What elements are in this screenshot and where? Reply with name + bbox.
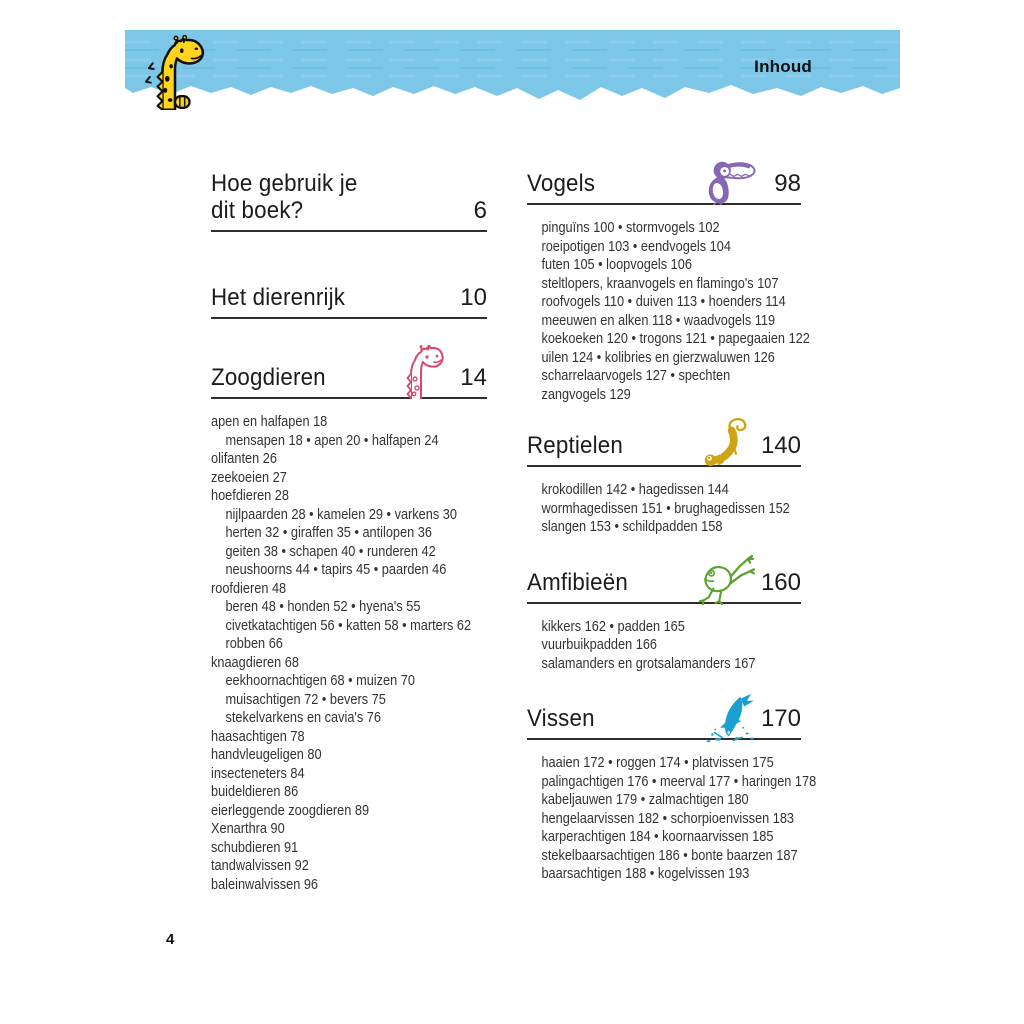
section-title-line1: Hoe gebruik je bbox=[211, 170, 358, 197]
toc-entry: eierleggende zoogdieren 89 bbox=[211, 801, 370, 819]
section-title: Reptielen bbox=[527, 432, 623, 459]
toc-entry: baarsachtigen 188 • kogelvissen 193 bbox=[541, 865, 750, 882]
section-entries bbox=[527, 618, 801, 674]
toc-entry: uilen 124 • kolibries en gierzwaluwen 126 bbox=[541, 348, 775, 366]
section-title: Vissen bbox=[527, 705, 595, 732]
toc-entry: hengelaarvissen 182 • schorpioenvissen 183 bbox=[541, 809, 795, 827]
toc-entry: roeipotigen 103 • eendvogels 104 bbox=[541, 237, 731, 255]
section-page-number: 170 bbox=[760, 705, 801, 732]
toc-entry: krokodillen 142 • hagedissen 144 bbox=[541, 481, 729, 498]
section-title: Zoogdieren bbox=[211, 364, 326, 391]
toc-section-vogels bbox=[527, 170, 810, 404]
toc-entry: hoefdieren 28 bbox=[211, 487, 289, 504]
toc-entry: muisachtigen 72 • bevers 75 bbox=[225, 690, 386, 708]
section-entries bbox=[527, 481, 801, 537]
toc-entry: slangen 153 • schildpadden 158 bbox=[541, 518, 723, 535]
toc-entry: stekelbaarsachtigen 186 • bonte baarzen 187 bbox=[541, 846, 798, 864]
section-underline bbox=[211, 230, 487, 232]
toc-entry: zangvogels 129 bbox=[541, 385, 631, 403]
toc-entry: kabeljauwen 179 • zalmachtigen 180 bbox=[541, 791, 749, 808]
section-page-number: 10 bbox=[460, 284, 487, 311]
frog-icon bbox=[693, 554, 755, 606]
fish-icon bbox=[688, 693, 760, 747]
toc-entry: koekoeken 120 • trogons 121 • papegaaien 122 bbox=[541, 330, 810, 347]
section-page-number: 140 bbox=[760, 432, 801, 459]
header-band bbox=[125, 30, 900, 110]
toc-section-hoe-gebruik-je-dit-boek bbox=[211, 170, 487, 232]
section-entries bbox=[211, 413, 487, 894]
toc-entry: schubdieren 91 bbox=[211, 838, 299, 856]
toucan-icon bbox=[696, 157, 760, 205]
toc-entry: salamanders en grotsalamanders 167 bbox=[541, 654, 756, 672]
section-title: Amfibieën bbox=[527, 568, 628, 596]
toc-entry: tandwalvissen 92 bbox=[211, 857, 309, 874]
section-page-number: 6 bbox=[473, 197, 487, 224]
toc-entry: knaagdieren 68 bbox=[211, 653, 299, 671]
toc-entry: meeuwen en alken 118 • waadvogels 119 bbox=[541, 311, 776, 329]
toc-entry: baleinwalvissen 96 bbox=[211, 875, 319, 893]
section-page-number: 98 bbox=[774, 170, 801, 197]
toc-entry: vuurbuikpadden 166 bbox=[541, 636, 658, 653]
toc-entry: apen en halfapen 18 bbox=[211, 413, 328, 430]
toc-entry: stekelvarkens en cavia's 76 bbox=[225, 709, 381, 726]
section-entries bbox=[527, 219, 810, 404]
section-title-line2: dit boek? bbox=[211, 197, 304, 224]
toc-entry: scharrelaarvogels 127 • spechten bbox=[541, 367, 731, 384]
toc-entry: kikkers 162 • padden 165 bbox=[541, 617, 685, 635]
section-title: Vogels bbox=[527, 170, 596, 197]
toc-entry: eekhoornachtigen 68 • muizen 70 bbox=[225, 672, 415, 689]
toc-left-column bbox=[211, 170, 487, 894]
toc-entry: robben 66 bbox=[225, 635, 283, 652]
section-entries bbox=[527, 754, 817, 884]
page-header-title: Inhoud bbox=[754, 57, 812, 76]
toc-entry: nijlpaarden 28 • kamelen 29 • varkens 30 bbox=[225, 505, 457, 523]
toc-entry: handvleugeligen 80 bbox=[211, 746, 322, 763]
page-number: 4 bbox=[166, 931, 175, 948]
toc-entry: beren 48 • honden 52 • hyena's 55 bbox=[225, 598, 421, 615]
toc-entry: civetkatachtigen 56 • katten 58 • marters 62 bbox=[225, 616, 472, 634]
section-underline bbox=[211, 317, 487, 319]
toc-entry: roofvogels 110 • duiven 113 • hoenders 114 bbox=[541, 293, 786, 310]
toc-entry: geiten 38 • schapen 40 • runderen 42 bbox=[225, 542, 436, 560]
chameleon-icon bbox=[696, 417, 750, 467]
toc-entry: herten 32 • giraffen 35 • antilopen 36 bbox=[225, 524, 432, 541]
giraffe-icon bbox=[399, 345, 445, 399]
toc-entry: olifanten 26 bbox=[211, 450, 277, 467]
toc-entry: zeekoeien 27 bbox=[211, 468, 287, 486]
toc-section-het-dierenrijk bbox=[211, 284, 487, 319]
section-page-number: 160 bbox=[760, 568, 801, 596]
toc-right-column bbox=[527, 170, 817, 884]
toc-entry: haasachtigen 78 bbox=[211, 727, 305, 745]
section-underline bbox=[527, 602, 801, 604]
toc-section-reptielen bbox=[527, 432, 801, 537]
toc-entry: palingachtigen 176 • meerval 177 • haringen 178 bbox=[541, 772, 817, 790]
toc-entry: pinguïns 100 • stormvogels 102 bbox=[541, 219, 720, 236]
section-underline bbox=[527, 738, 801, 740]
toc-entry: insecteneters 84 bbox=[211, 764, 305, 782]
toc-entry: buideldieren 86 bbox=[211, 783, 299, 800]
toc-entry: wormhagedissen 151 • brughagedissen 152 bbox=[541, 499, 790, 517]
toc-entry: neushoorns 44 • tapirs 45 • paarden 46 bbox=[225, 561, 447, 578]
toc-entry: Xenarthra 90 bbox=[211, 820, 285, 837]
section-page-number: 14 bbox=[460, 364, 487, 391]
toc-entry: mensapen 18 • apen 20 • halfapen 24 bbox=[225, 431, 439, 449]
toc-entry: haaien 172 • roggen 174 • platvissen 175 bbox=[541, 754, 774, 771]
toc-entry: futen 105 • loopvogels 106 bbox=[541, 256, 692, 273]
toc-section-amfibieen bbox=[527, 569, 801, 674]
toc-entry: roofdieren 48 bbox=[211, 579, 287, 597]
section-underline bbox=[211, 397, 487, 399]
section-title: Het dierenrijk bbox=[211, 284, 346, 311]
toc-section-zoogdieren bbox=[211, 364, 487, 894]
section-underline bbox=[527, 203, 801, 205]
giraffe-mascot-icon bbox=[145, 34, 205, 110]
toc-entry: steltlopers, kraanvogels en flamingo's 107 bbox=[541, 274, 779, 292]
section-underline bbox=[527, 465, 801, 467]
toc-section-vissen bbox=[527, 705, 817, 884]
toc-entry: karperachtigen 184 • koornaarvissen 185 bbox=[541, 828, 774, 845]
